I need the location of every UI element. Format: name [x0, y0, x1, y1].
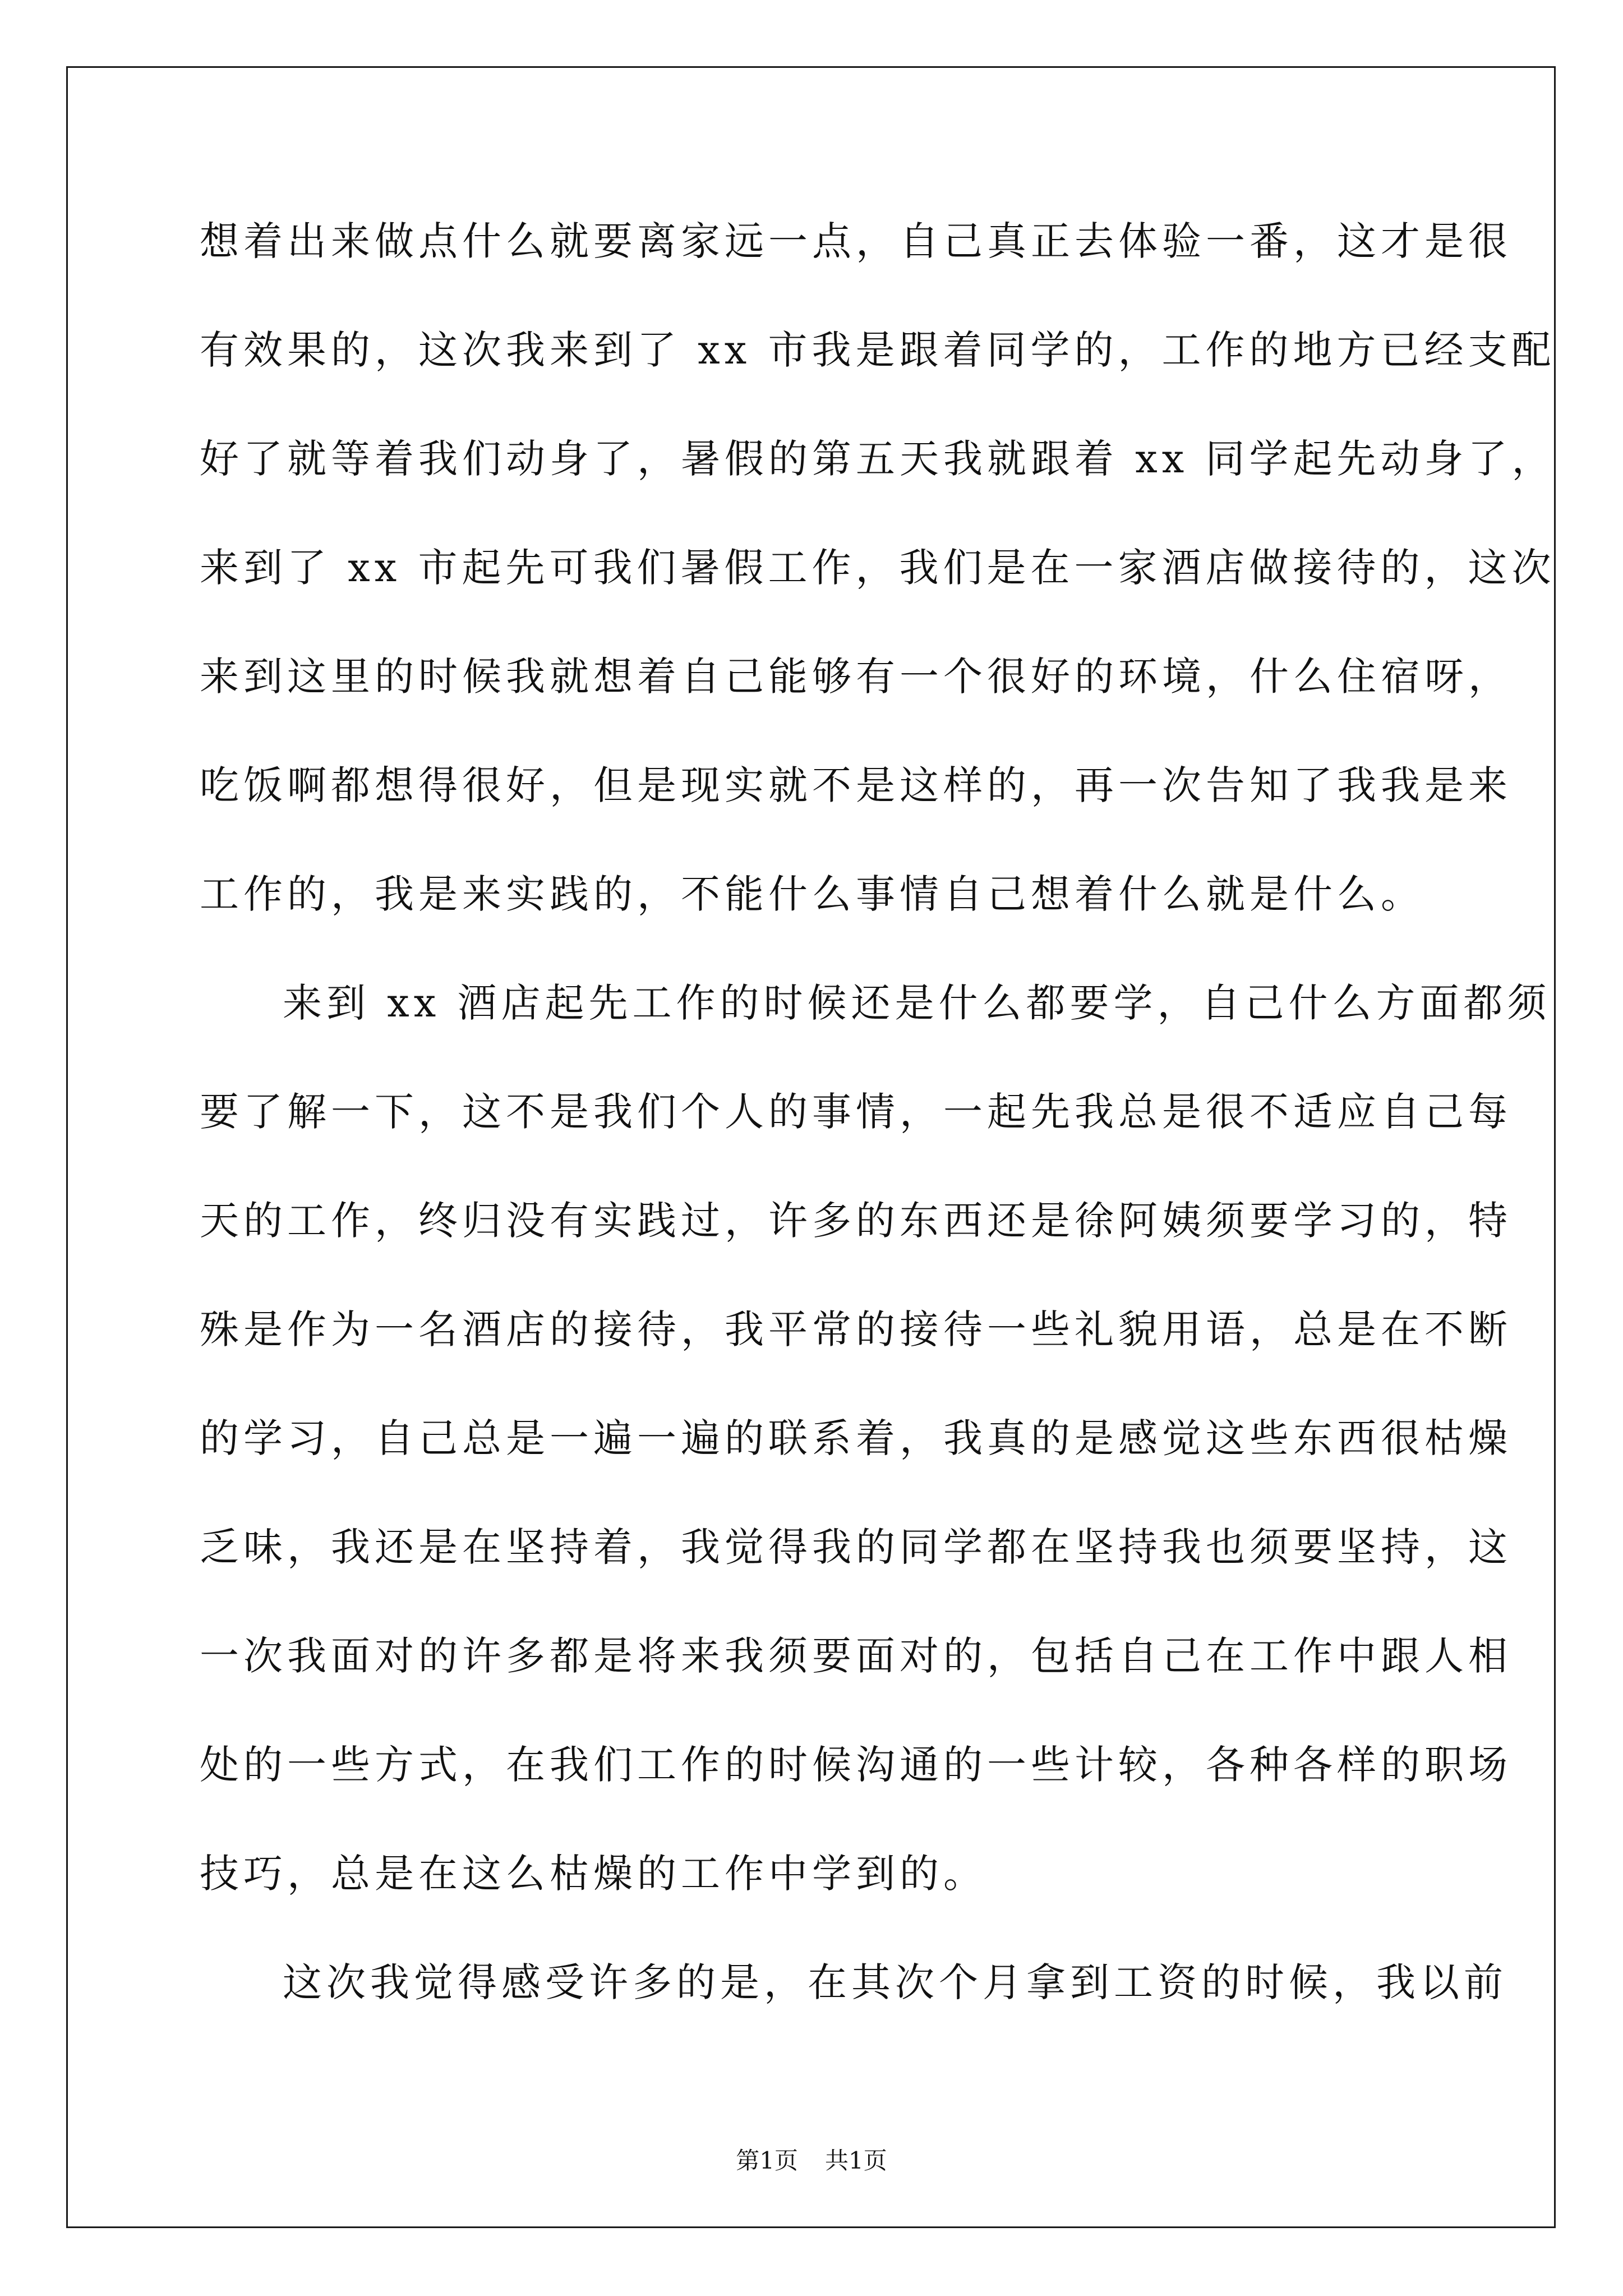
- page-total: 共1页: [825, 2147, 887, 2174]
- paragraph-start-line: 这次我觉得感受许多的是，在其次个月拿到工资的时候，我以前: [283, 1959, 1507, 2005]
- paragraph-start-line: 来到 xx 酒店起先工作的时候还是什么都要学，自己什么方面都须: [283, 980, 1551, 1026]
- text-line: 来到这里的时候我就想着自己能够有一个很好的环境，什么住宿呀，: [200, 654, 1512, 700]
- text-line: 吃饭啊都想得很好，但是现实就不是这样的，再一次告知了我我是来: [200, 762, 1512, 808]
- text-line: 乏味，我还是在坚持着，我觉得我的同学都在坚持我也须要坚持，这: [200, 1524, 1512, 1570]
- text-line: 处的一些方式，在我们工作的时候沟通的一些计较，各种各样的职场: [200, 1742, 1512, 1788]
- text-line: 的学习，自己总是一遍一遍的联系着，我真的是感觉这些东西很枯燥: [200, 1415, 1512, 1461]
- text-line: 工作的，我是来实践的，不能什么事情自己想着什么就是什么。: [200, 871, 1424, 917]
- text-line: 技巧，总是在这么枯燥的工作中学到的。: [200, 1851, 987, 1897]
- text-line: 一次我面对的许多都是将来我须要面对的，包括自己在工作中跟人相: [200, 1633, 1512, 1679]
- page-number: 第1页: [736, 2147, 798, 2174]
- page-border: [66, 66, 1556, 2228]
- text-line: 要了解一下，这不是我们个人的事情，一起先我总是很不适应自己每: [200, 1089, 1512, 1135]
- page-footer: [0, 2144, 1623, 2178]
- text-line: 天的工作，终归没有实践过，许多的东西还是徐阿姨须要学习的，特: [200, 1198, 1512, 1244]
- text-line: 来到了 xx 市起先可我们暑假工作，我们是在一家酒店做接待的，这次: [200, 545, 1556, 591]
- text-line: 好了就等着我们动身了，暑假的第五天我就跟着 xx 同学起先动身了，: [200, 436, 1556, 482]
- text-line: 想着出来做点什么就要离家远一点，自己真正去体验一番，这才是很: [200, 218, 1512, 264]
- text-line: 有效果的，这次我来到了 xx 市我是跟着同学的，工作的地方已经支配: [200, 327, 1556, 373]
- text-line: 殊是作为一名酒店的接待，我平常的接待一些礼貌用语，总是在不断: [200, 1306, 1512, 1352]
